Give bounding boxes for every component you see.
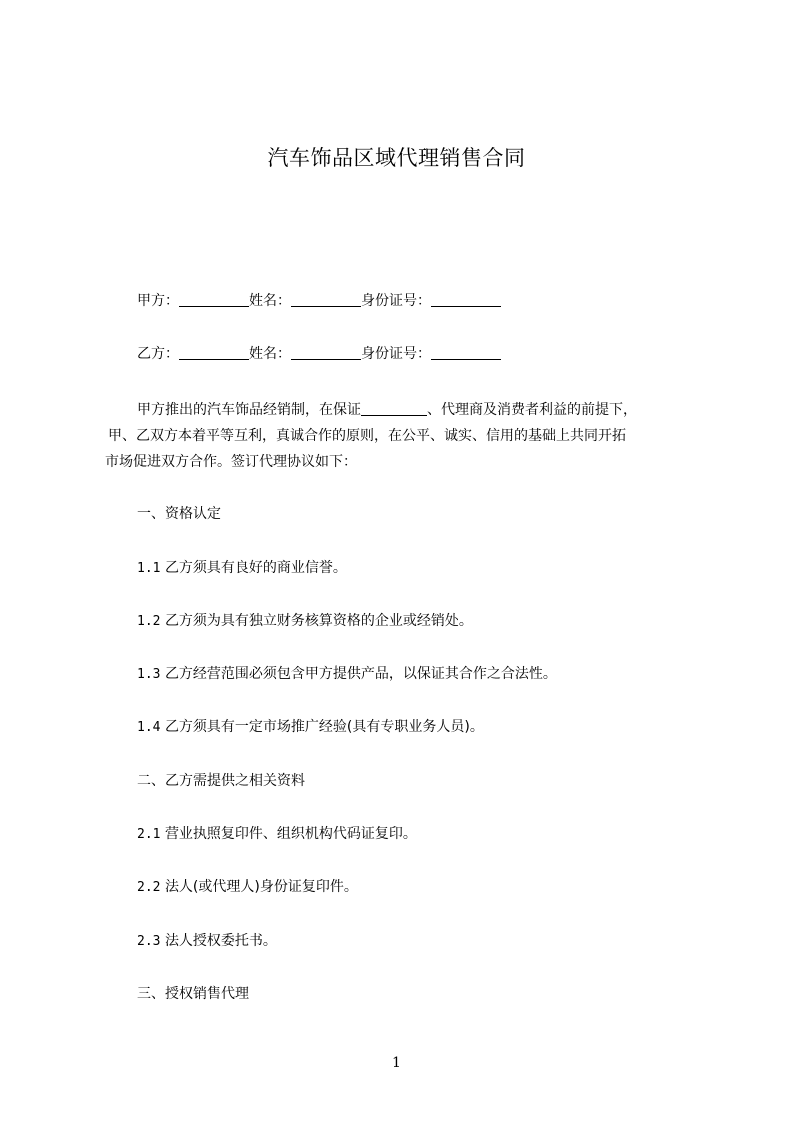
party-a-line xyxy=(137,292,501,310)
party-b-name-blank xyxy=(291,345,361,360)
party-a-id-blank xyxy=(431,292,501,307)
clause-text: 乙方须具有良好的商业信誉。 xyxy=(164,560,347,576)
intro-line-2: 甲、乙双方本着平等互利，真诚合作的原则，在公平、诚实、信用的基础上共同开拓 xyxy=(108,428,626,444)
clause-number: 2.1 xyxy=(137,827,161,842)
clause-number: 1.3 xyxy=(137,667,161,682)
party-b-id-blank xyxy=(431,345,501,360)
clause-number: 2.2 xyxy=(137,880,161,895)
clause-text: 法人(或代理人)身份证复印件。 xyxy=(164,879,358,895)
section-1-heading: 一、资格认定 xyxy=(137,506,221,522)
clause-number: 1.1 xyxy=(137,561,161,576)
clause-number: 1.2 xyxy=(137,614,161,629)
clause-number: 2.3 xyxy=(137,934,161,949)
clause-2-3 xyxy=(137,932,277,951)
party-a-id-label: 身份证号： xyxy=(361,293,431,309)
party-b-label: 乙方： xyxy=(137,346,179,362)
party-a-name-blank xyxy=(291,292,361,307)
section-3-heading: 三、授权销售代理 xyxy=(137,986,249,1002)
intro-blank xyxy=(361,401,427,416)
party-b-name-label: 姓名： xyxy=(249,346,291,362)
clause-text: 营业执照复印件、组织机构代码证复印。 xyxy=(164,826,417,842)
clause-2-2 xyxy=(137,878,358,897)
party-a-blank xyxy=(179,292,249,307)
party-a-name-label: 姓名： xyxy=(249,293,291,309)
party-a-label: 甲方： xyxy=(137,293,179,309)
clause-text: 乙方须为具有独立财务核算资格的企业或经销处。 xyxy=(164,613,473,629)
intro-line-1 xyxy=(105,397,695,423)
page-title: 汽车饰品区域代理销售合同 xyxy=(267,146,526,170)
intro-line-1-end: 、代理商及消费者利益的前提下， xyxy=(427,402,637,418)
clause-1-1 xyxy=(137,559,347,578)
page-number: 1 xyxy=(392,1055,401,1071)
party-b-blank xyxy=(179,345,249,360)
clause-1-2 xyxy=(137,612,473,631)
clause-text: 乙方须具有一定市场推广经验(具有专职业务人员)。 xyxy=(164,719,484,735)
clause-text: 法人授权委托书。 xyxy=(164,933,277,949)
clause-number: 1.4 xyxy=(137,720,161,735)
clause-2-1 xyxy=(137,825,417,844)
intro-paragraph xyxy=(105,397,695,475)
intro-line-3: 市场促进双方合作。签订代理协议如下： xyxy=(105,454,357,470)
party-b-line xyxy=(137,345,501,363)
clause-text: 乙方经营范围必须包含甲方提供产品，以保证其合作之合法性。 xyxy=(164,666,557,682)
clause-1-3 xyxy=(137,665,557,684)
clause-1-4 xyxy=(137,718,484,737)
intro-line-1-start: 甲方推出的汽车饰品经销制，在保证 xyxy=(137,402,361,418)
party-b-id-label: 身份证号： xyxy=(361,346,431,362)
section-2-heading: 二、乙方需提供之相关资料 xyxy=(137,773,305,789)
